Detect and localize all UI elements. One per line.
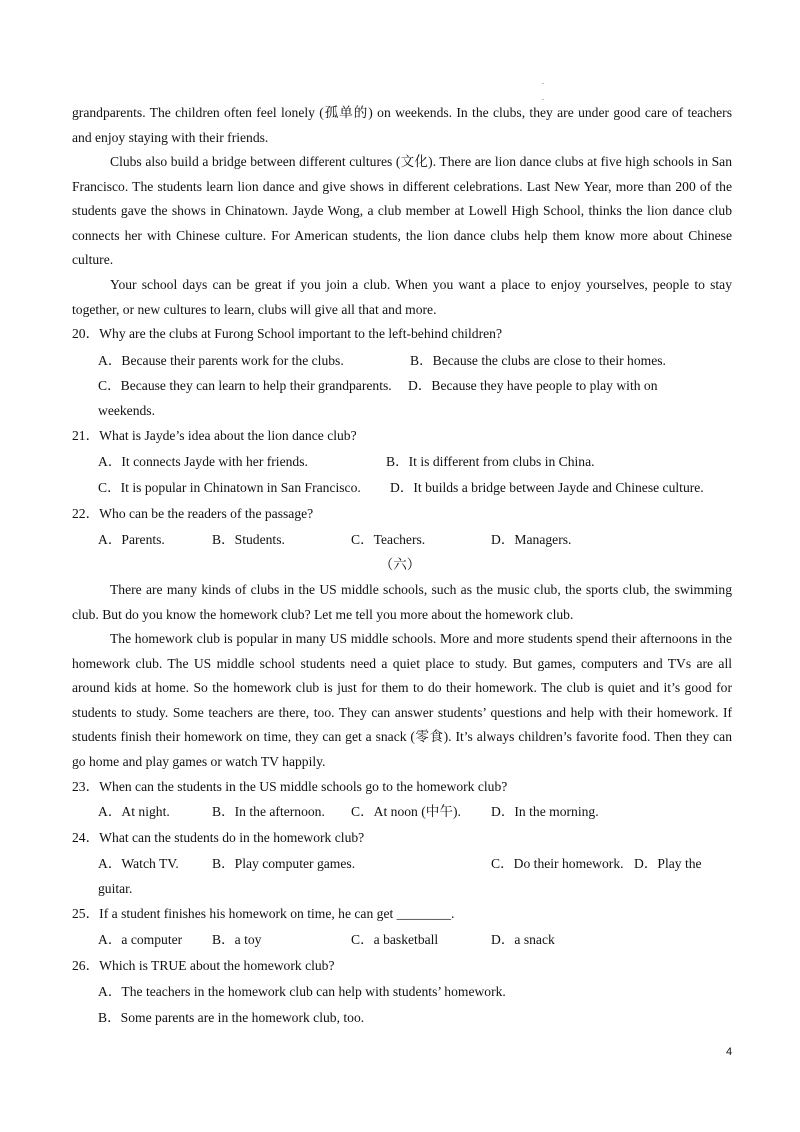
- question-25-option-a[interactable]: A．a computer: [98, 932, 183, 947]
- question-22-option-c[interactable]: C．Teachers.: [351, 532, 426, 547]
- question-22-option-a[interactable]: A．Parents.: [98, 532, 165, 547]
- question-23-option-d[interactable]: D．In the morning.: [491, 804, 599, 819]
- question-26-option-b-row: [98, 1006, 732, 1031]
- question-20-option-d[interactable]: D．Because they have people to play with on: [408, 378, 658, 393]
- question-20-option-a[interactable]: A．Because their parents work for the clubs.: [98, 353, 344, 368]
- question-20-options-row-2: [98, 374, 732, 399]
- top-mark: .: [542, 93, 544, 102]
- question-24-options: [98, 852, 732, 877]
- question-24-option-a[interactable]: A．Watch TV.: [98, 856, 179, 871]
- question-26-option-a[interactable]: A．The teachers in the homework club can help with students’ homework.: [98, 984, 506, 999]
- passage5-paragraph-1: grandparents. The children often feel lonely (孤单的) on weekends. In the clubs, they are under good care of teachers and enjoy staying with their friends.: [72, 105, 732, 145]
- question-25-option-b[interactable]: B．a toy: [212, 932, 262, 947]
- question-26-stem: 26．Which is TRUE about the homework club?: [72, 958, 335, 973]
- question-21-options-row-2: [98, 476, 732, 501]
- question-20-stem: 20．Why are the clubs at Furong School important to the left-behind children?: [72, 326, 502, 341]
- question-21-option-c[interactable]: C．It is popular in Chinatown in San Francisco.: [98, 480, 361, 495]
- question-23-stem: 23．When can the students in the US middle schools go to the homework club?: [72, 779, 508, 794]
- question-22-option-d[interactable]: D．Managers.: [491, 532, 572, 547]
- question-22-stem: 22．Who can be the readers of the passage?: [72, 506, 314, 521]
- question-26-option-a-row: [98, 980, 732, 1005]
- question-20-option-d-continued: weekends.: [98, 403, 155, 418]
- top-mark: .: [542, 77, 544, 86]
- passage6-paragraph-1: There are many kinds of clubs in the US middle schools, such as the music club, the sports club, the swimming club. But do you know the homework club? Let me tell you more about the homework club.: [72, 582, 732, 622]
- question-20-options-row-1: [98, 349, 732, 374]
- question-21-option-b[interactable]: B．It is different from clubs in China.: [386, 454, 595, 469]
- question-24-stem: 24．What can the students do in the homework club?: [72, 830, 365, 845]
- question-24-option-b[interactable]: B．Play computer games.: [212, 856, 356, 871]
- passage5-paragraph-3: Your school days can be great if you join a club. When you want a place to enjoy yourselves, people to stay together, or new cultures to learn, clubs will give all that and more.: [72, 277, 732, 317]
- question-20-option-c[interactable]: C．Because they can learn to help their grandparents.: [98, 378, 392, 393]
- question-25-stem: 25．If a student finishes his homework on time, he can get ________.: [72, 906, 455, 921]
- passage5-paragraph-2: Clubs also build a bridge between different cultures (文化). There are lion dance clubs at five high schools in San Francisco. The students learn lion dance and give shows in different celebrations. Last New Year, more than 200 of the students gave the shows in Chinatown. Jayde Wong, a club member at Lowell High School, thinks the lion dance club connects her with Chinese culture. For American students, the lion dance clubs help them know more about Chinese culture.: [72, 154, 732, 267]
- question-21-option-a[interactable]: A．It connects Jayde with her friends.: [98, 454, 308, 469]
- question-20-option-b[interactable]: B．Because the clubs are close to their homes.: [410, 353, 666, 368]
- question-21-option-d[interactable]: D．It builds a bridge between Jayde and Chinese culture.: [390, 480, 704, 495]
- question-24-option-d[interactable]: D．Play the: [634, 856, 702, 871]
- question-25-option-d[interactable]: D．a snack: [491, 932, 555, 947]
- question-25-options: [98, 928, 732, 953]
- question-26-option-b[interactable]: B．Some parents are in the homework club, too.: [98, 1010, 365, 1025]
- question-23-options: [98, 800, 732, 825]
- section-6-title: （六）: [379, 557, 421, 572]
- question-24-option-d-continued: guitar.: [98, 881, 133, 896]
- page-number: 4: [726, 1046, 733, 1058]
- question-23-option-c[interactable]: C．At noon (中午).: [351, 804, 461, 819]
- passage6-paragraph-2: The homework club is popular in many US middle schools. More and more students spend their afternoons in the homework club. The US middle school students need a quiet place to study. But games, computers and TVs are all around kids at home. So the homework club is just for them to do their homework. The club is quiet and it’s good for students to study. Some teachers are there, too. They can answer students’ questions and help with their homework. If students finish their homework on time, they can get a snack (零食). It’s always children’s favorite food. Then they can go home and play games or watch TV happily.: [72, 631, 732, 769]
- question-24-option-c[interactable]: C．Do their homework.: [491, 856, 624, 871]
- question-22-options: [98, 528, 732, 553]
- question-23-option-a[interactable]: A．At night.: [98, 804, 170, 819]
- question-21-options-row-1: [98, 450, 732, 475]
- question-25-option-c[interactable]: C．a basketball: [351, 932, 439, 947]
- question-21-stem: 21．What is Jayde’s idea about the lion dance club?: [72, 428, 357, 443]
- question-22-option-b[interactable]: B．Students.: [212, 532, 285, 547]
- question-23-option-b[interactable]: B．In the afternoon.: [212, 804, 325, 819]
